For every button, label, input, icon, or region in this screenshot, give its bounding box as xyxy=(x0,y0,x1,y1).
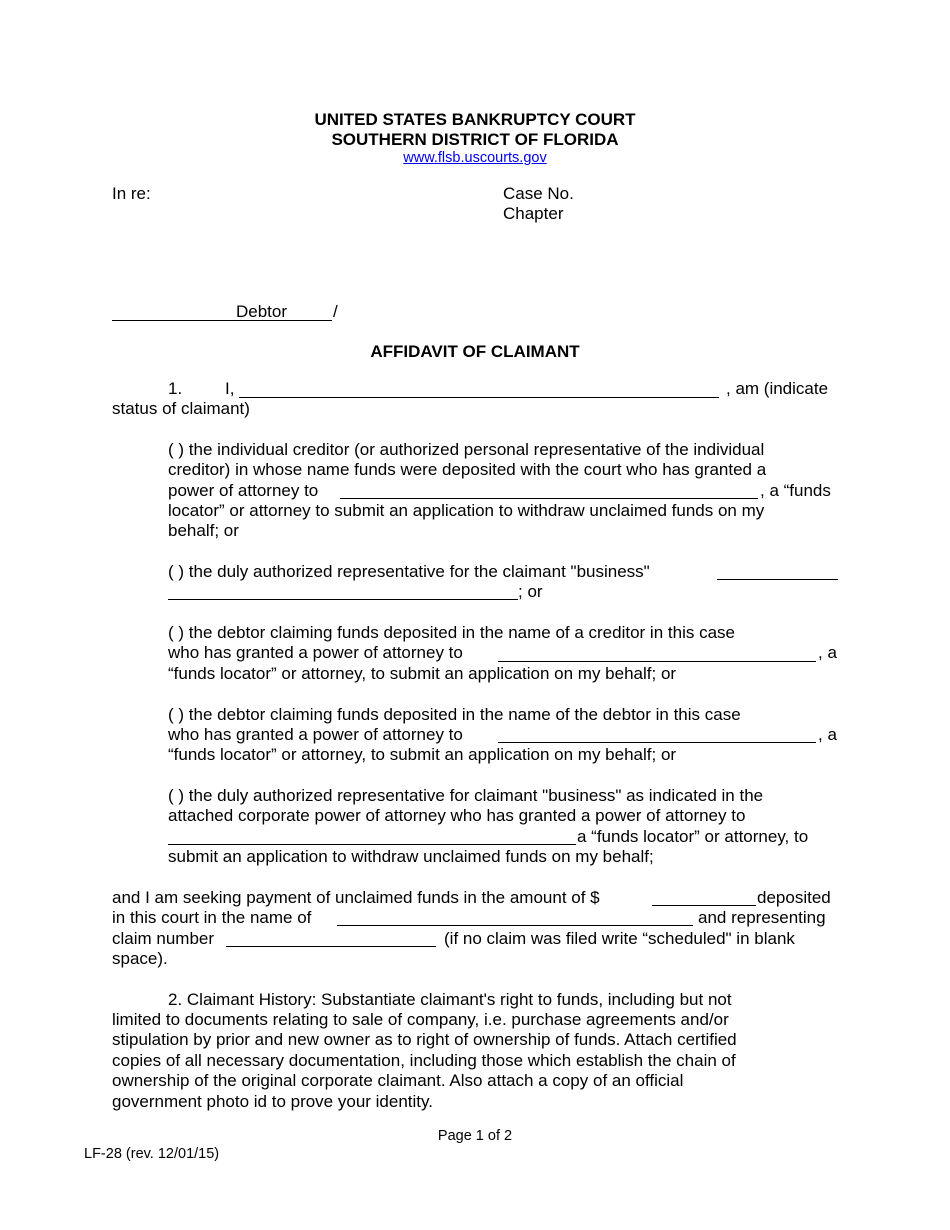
deposit-name-line[interactable] xyxy=(337,925,693,926)
opt2-business-line-b[interactable] xyxy=(168,599,518,600)
para2-line6: government photo id to prove your identity. xyxy=(112,1092,433,1111)
para2-line3: stipulation by prior and new owner as to right of ownership of funds. Attach certified xyxy=(112,1030,737,1049)
opt5-line1: ( ) the duly authorized representative for claimant "business" as indicated in the xyxy=(168,786,764,805)
opt1-line3a: power of attorney to xyxy=(168,481,319,500)
caption-slash: / xyxy=(333,302,338,321)
payment-line1a: and I am seeking payment of unclaimed funds in the amount of $ xyxy=(112,888,600,907)
para2-line1: 2. Claimant History: Substantiate claimant's right to funds, including but not xyxy=(168,990,732,1009)
opt3-attorney-line[interactable] xyxy=(498,661,816,662)
payment-line2a: in this court in the name of xyxy=(112,908,312,927)
claim-number-line[interactable] xyxy=(226,946,436,947)
chapter-label: Chapter xyxy=(503,204,564,223)
para1-am-indicate: , am (indicate xyxy=(726,379,829,398)
opt4-attorney-line[interactable] xyxy=(498,742,816,743)
opt5-line3: a “funds locator” or attorney, to xyxy=(577,827,809,846)
para1-i: I, xyxy=(225,379,235,398)
opt2-line2: ; or xyxy=(518,582,543,601)
case-no-label: Case No. xyxy=(503,184,574,203)
opt4-line3: “funds locator” or attorney, to submit an application on my behalf; or xyxy=(168,745,677,764)
opt3-line2b: , a xyxy=(818,643,837,662)
opt1-line1: ( ) the individual creditor (or authorized personal representative of the individual xyxy=(168,440,765,459)
payment-line4: space). xyxy=(112,949,168,968)
opt5-attorney-line[interactable] xyxy=(168,844,576,845)
opt2-line1: ( ) the duly authorized representative for the claimant "business" xyxy=(168,562,650,581)
opt5-line2: attached corporate power of attorney who has granted a power of attorney to xyxy=(168,806,746,825)
opt4-line2b: , a xyxy=(818,725,837,744)
opt1-line3b: , a “funds xyxy=(760,481,831,500)
page-number: Page 1 of 2 xyxy=(437,1128,513,1144)
in-re-label: In re: xyxy=(112,184,151,203)
opt2-business-line-a[interactable] xyxy=(717,579,838,580)
claimant-name-line[interactable] xyxy=(239,397,719,398)
opt1-line2: creditor) in whose name funds were deposited with the court who has granted a xyxy=(168,460,767,479)
para2-line5: ownership of the original corporate claimant. Also attach a copy of an official xyxy=(112,1071,684,1090)
payment-line3b: (if no claim was filed write “scheduled" in blank xyxy=(444,929,795,948)
opt3-line1: ( ) the debtor claiming funds deposited in the name of a creditor in this case xyxy=(168,623,735,642)
payment-line1b: deposited xyxy=(757,888,831,907)
debtor-name-line[interactable] xyxy=(112,320,332,321)
opt4-line1: ( ) the debtor claiming funds deposited in the name of the debtor in this case xyxy=(168,705,741,724)
payment-line3a: claim number xyxy=(112,929,215,948)
para2-line2: limited to documents relating to sale of company, i.e. purchase agreements and/or xyxy=(112,1010,729,1029)
opt1-line4: locator” or attorney to submit an application to withdraw unclaimed funds on my xyxy=(168,501,765,520)
para1-number: 1. xyxy=(168,379,183,398)
opt5-line4: submit an application to withdraw unclaimed funds on my behalf; xyxy=(168,847,654,866)
court-website-link[interactable]: www.flsb.uscourts.gov xyxy=(403,150,547,166)
opt3-line2a: who has granted a power of attorney to xyxy=(168,643,463,662)
debtor-label: Debtor xyxy=(236,302,288,321)
court-name: UNITED STATES BANKRUPTCY COURT xyxy=(314,110,636,129)
document-title: AFFIDAVIT OF CLAIMANT xyxy=(370,342,580,361)
form-id: LF-28 (rev. 12/01/15) xyxy=(84,1146,220,1162)
opt1-attorney-line[interactable] xyxy=(340,498,758,499)
district-name: SOUTHERN DISTRICT OF FLORIDA xyxy=(331,130,619,149)
opt1-line5: behalf; or xyxy=(168,521,239,540)
para1-status: status of claimant) xyxy=(112,399,250,418)
para2-line4: copies of all necessary documentation, including those which establish the chain of xyxy=(112,1051,736,1070)
opt4-line2a: who has granted a power of attorney to xyxy=(168,725,463,744)
payment-line2b: and representing xyxy=(698,908,826,927)
amount-line[interactable] xyxy=(652,905,756,906)
opt3-line3: “funds locator” or attorney, to submit an application on my behalf; or xyxy=(168,664,677,683)
